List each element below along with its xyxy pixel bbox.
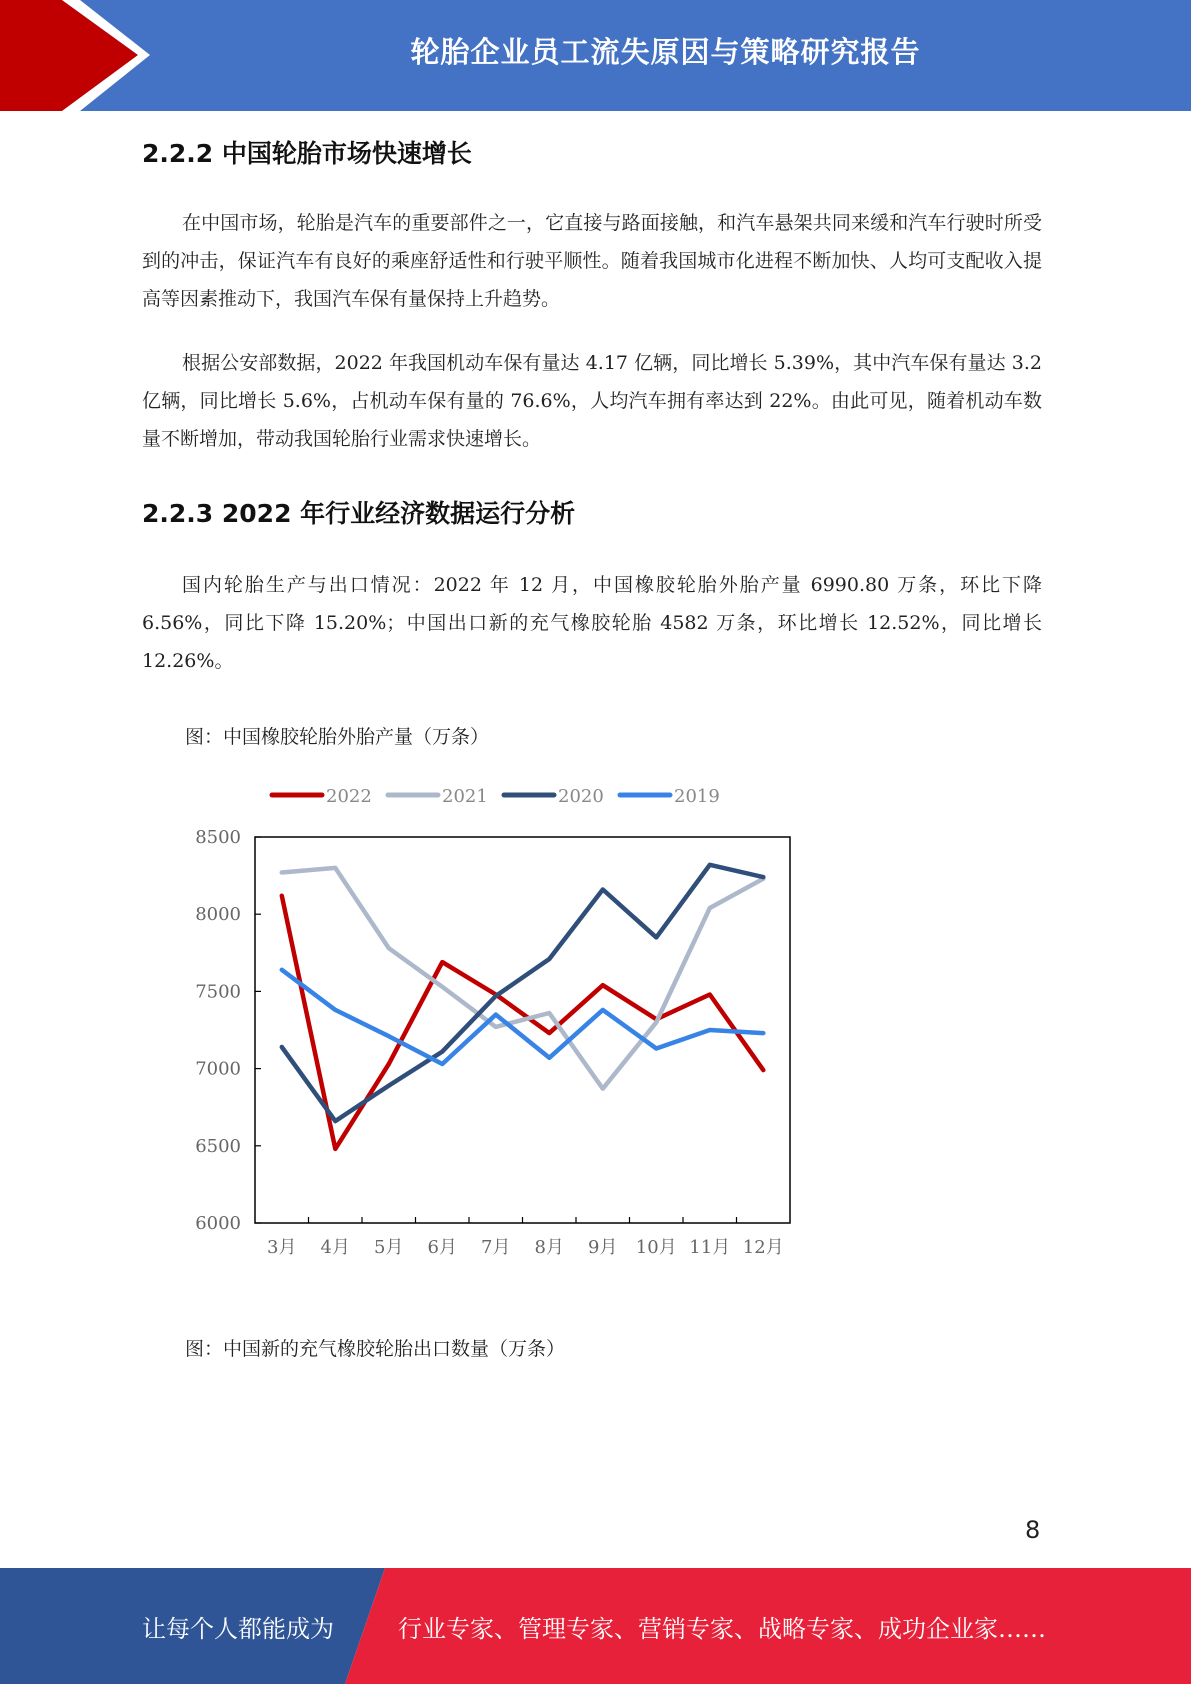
footer-slogan-right: 行业专家、管理专家、营销专家、战略专家、成功企业家…… [398, 1614, 1046, 1643]
x-tick-label: 10月 [635, 1237, 677, 1258]
footer-slogan-left: 让每个人都能成为 [142, 1614, 334, 1643]
paragraph-tire-market: 在中国市场，轮胎是汽车的重要部件之一，它直接与路面接触，和汽车悬架共同来缓和汽车行驶时所受到的冲击，保证汽车有良好的乘座舒适性和行驶平顺性。随着我国城市化进程不断加快、人均可支配收入提高等因素推动下，我国汽车保有量保持上升趋势。 [142, 212, 1042, 310]
x-tick-label: 3月 [267, 1237, 297, 1258]
legend-label-2021: 2021 [442, 786, 488, 807]
x-tick-label: 5月 [374, 1237, 404, 1258]
x-tick-label: 4月 [320, 1237, 350, 1258]
y-tick-label: 6000 [195, 1213, 241, 1234]
page-footer [0, 1568, 1191, 1684]
x-tick-label: 11月 [689, 1237, 731, 1258]
paragraph-vehicle-stats: 根据公安部数据，2022 年我国机动车保有量达 4.17 亿辆，同比增长 5.39%，其中汽车保有量达 3.2 亿辆，同比增长 5.6%，占机动车保有量的 76.6%，人均汽车拥有率达到 22%。由此可见，随着机动车数量不断增加，带动我国轮胎行业需求快速增长。 [142, 352, 1042, 450]
legend-label-2019: 2019 [674, 786, 720, 807]
main-content [142, 118, 1042, 749]
report-title: 轮胎企业员工流失原因与策略研究报告 [410, 34, 921, 69]
series-line-2020 [282, 865, 764, 1121]
page-number: 8 [1025, 1516, 1041, 1544]
section-heading-2-2-2: 2.2.2 中国轮胎市场快速增长 [142, 139, 472, 168]
paragraph-production-export: 国内轮胎生产与出口情况：2022 年 12 月，中国橡胶轮胎外胎产量 6990.80 万条，环比下降 6.56%，同比下降 15.20%；中国出口新的充气橡胶轮胎 4582 万条，环比增长 12.52%，同比增长 12.26%。 [142, 574, 1042, 672]
figure1-caption: 图：中国橡胶轮胎外胎产量（万条） [185, 726, 490, 748]
x-tick-label: 9月 [588, 1237, 618, 1258]
y-tick-label: 8000 [195, 904, 241, 926]
y-tick-label: 8500 [195, 827, 241, 848]
chart-svg [170, 770, 810, 1280]
legend-label-2022: 2022 [326, 786, 372, 807]
page-header [0, 0, 1191, 111]
figure2-caption: 图：中国新的充气橡胶轮胎出口数量（万条） [185, 1338, 566, 1360]
series-line-2019 [282, 970, 764, 1064]
legend-label-2020: 2020 [558, 786, 604, 807]
x-tick-label: 6月 [427, 1237, 457, 1258]
x-tick-label: 8月 [534, 1237, 564, 1258]
y-tick-label: 7000 [195, 1058, 241, 1080]
y-tick-label: 7500 [195, 981, 241, 1003]
x-tick-label: 7月 [481, 1237, 511, 1258]
y-tick-label: 6500 [195, 1135, 241, 1157]
x-tick-label: 12月 [742, 1237, 784, 1258]
section-heading-2-2-3: 2.2.3 2022 年行业经济数据运行分析 [142, 499, 576, 528]
tire-production-line-chart [170, 770, 810, 1280]
